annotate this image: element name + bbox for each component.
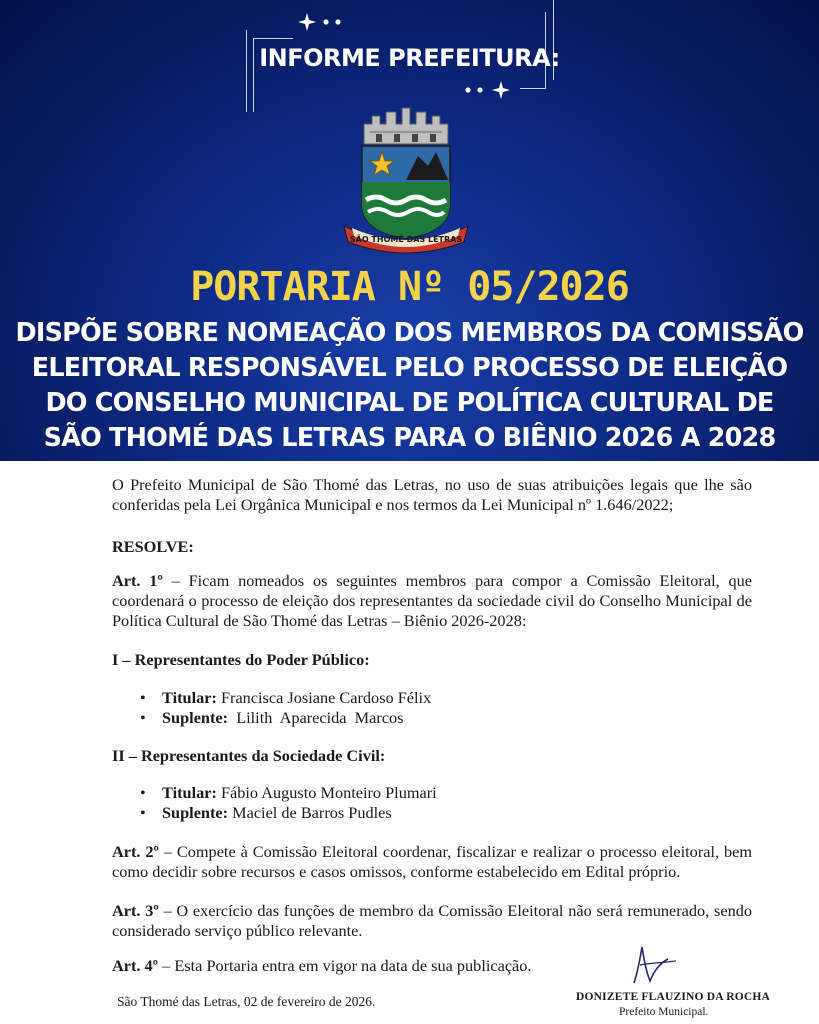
article-1 bbox=[112, 571, 752, 631]
frame-line-top bbox=[253, 38, 293, 39]
signer-role: Prefeito Municipal. bbox=[619, 1006, 709, 1018]
headline-line: DISPÕE SOBRE NOMEAÇÃO DOS MEMBROS DA COMISSÃO bbox=[15, 318, 804, 348]
informe-title: INFORME PREFEITURA: bbox=[259, 44, 560, 72]
article-3-label: Art. 3º bbox=[112, 901, 159, 920]
article-1-text: – Ficam nomeados os seguintes membros para compor a Comissão Eleitoral, que coordenará o processo de eleição dos representantes da sociedade civil do Conselho Municipal de Política Cultural de São Thomé das Letras – Biênio 2026-2028: bbox=[112, 571, 752, 630]
headline-line: SÃO THOMÉ DAS LETRAS PARA O BIÊNIO 2026 A 2028 bbox=[43, 423, 776, 453]
list-item-name: Maciel de Barros Pudles bbox=[228, 803, 392, 822]
intro-paragraph: O Prefeito Municipal de São Thomé das Letras, no uso de suas atribuições legais que lhe são conferidas pela Lei Orgânica Municipal e nos termos da Lei Municipal nº 1.646/2022; bbox=[112, 475, 752, 514]
document-date: São Thomé das Letras, 02 de fevereiro de 2026. bbox=[117, 994, 376, 1009]
headline-line: DO CONSELHO MUNICIPAL DE POLÍTICA CULTURAL DE bbox=[45, 388, 774, 418]
list-item bbox=[140, 688, 431, 708]
list-item-role: Titular: bbox=[162, 688, 217, 707]
list-item bbox=[140, 783, 437, 803]
sparkle-bottom-icon bbox=[462, 80, 512, 100]
list-item-name: Fábio Augusto Monteiro Plumari bbox=[216, 783, 437, 802]
list-item bbox=[140, 708, 403, 728]
article-4-text: – Esta Portaria entra em vigor na data de sua publicação. bbox=[158, 956, 532, 975]
bullet-icon: • bbox=[140, 708, 146, 727]
bullet-icon: • bbox=[140, 688, 146, 707]
article-2 bbox=[112, 842, 752, 882]
document-body bbox=[0, 461, 819, 1024]
coat-of-arms-logo bbox=[336, 104, 476, 262]
sparkle-top-icon bbox=[298, 12, 348, 32]
header-banner bbox=[0, 0, 819, 461]
section-2-heading: II – Representantes da Sociedade Civil: bbox=[112, 746, 386, 765]
resolve-heading: RESOLVE: bbox=[112, 537, 194, 556]
article-2-label: Art. 2º bbox=[112, 842, 159, 861]
signature-mark bbox=[620, 941, 700, 991]
frame-line-bottom bbox=[520, 88, 546, 89]
article-1-label: Art. 1º bbox=[112, 571, 163, 590]
bullet-icon: • bbox=[140, 783, 146, 802]
portaria-title: PORTARIA Nº 05/2026 bbox=[190, 264, 629, 310]
signer-name: DONIZETE FLAUZINO DA ROCHA bbox=[576, 991, 771, 1003]
bullet-icon: • bbox=[140, 803, 146, 822]
article-4-label: Art. 4º bbox=[112, 956, 159, 975]
list-item-role: Titular: bbox=[162, 783, 217, 802]
list-item-name: Lilith Aparecida Marcos bbox=[228, 708, 404, 727]
list-item bbox=[140, 803, 392, 823]
list-item-name: Francisca Josiane Cardoso Félix bbox=[216, 688, 432, 707]
section-1-heading: I – Representantes do Poder Público: bbox=[112, 650, 370, 669]
emblem-text: SÃO THOMÉ DAS LETRAS bbox=[349, 235, 463, 244]
list-item-role: Suplente: bbox=[162, 708, 229, 727]
article-2-text: – Compete à Comissão Eleitoral coordenar, fiscalizar e realizar o processo eleitoral, bem como decidir sobre recursos e casos omissos, conforme estabelecido em Edital próprio. bbox=[112, 842, 753, 881]
article-3 bbox=[112, 901, 752, 941]
article-3-text: – O exercício das funções de membro da Comissão Eleitoral não será remunerado, sendo considerado serviço público relevante. bbox=[112, 901, 752, 940]
headline-line: ELEITORAL RESPONSÁVEL PELO PROCESSO DE ELEIÇÃO bbox=[31, 353, 788, 383]
headline bbox=[10, 316, 809, 456]
list-item-role: Suplente: bbox=[162, 803, 229, 822]
